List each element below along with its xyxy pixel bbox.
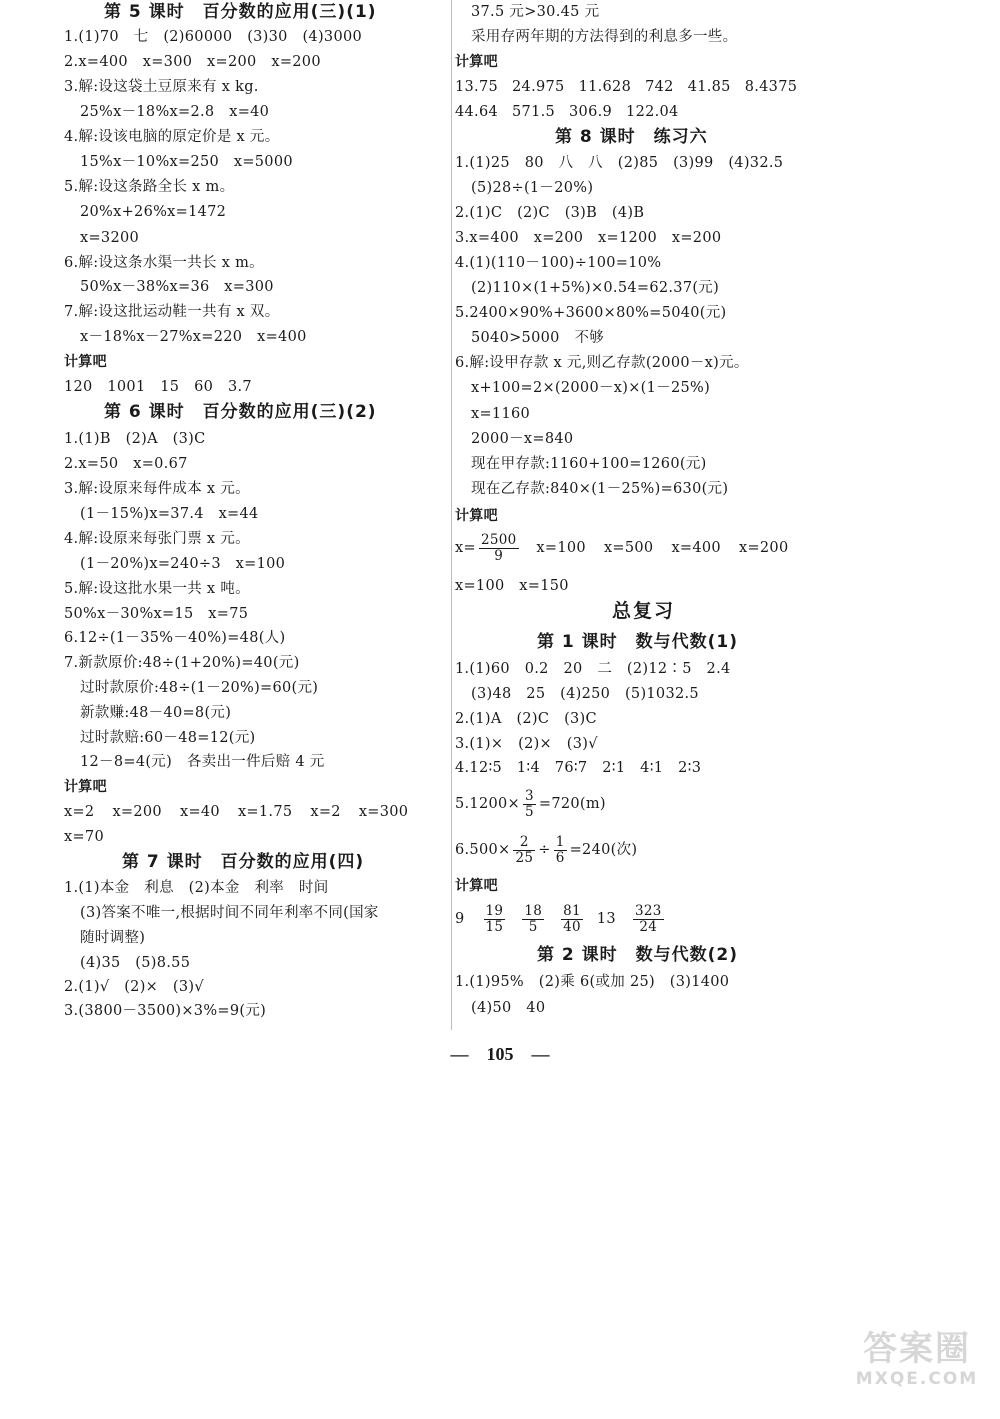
- calc-item: 306.9: [569, 104, 613, 120]
- column-divider: [451, 0, 452, 1030]
- calc-item: 13.75: [455, 79, 499, 95]
- answer-line: 4.(1)(110－100)÷100=10%: [455, 255, 662, 271]
- answer-line: 15%x－10%x=250 x=5000: [80, 154, 293, 170]
- calc-answers: x=100 x=150: [455, 578, 569, 594]
- answer-line: 6.500× $\frac{2}{25}$ ÷ $\frac{1}{6}$ =240(次): [455, 833, 638, 866]
- fraction: $\frac{3}{5}$: [525, 787, 534, 820]
- answer-line: 1.(1)60 0.2 20 二 (2)12∶5 2.4: [455, 661, 731, 677]
- answer-line: 新款赚:48－40=8(元): [80, 705, 232, 721]
- answer-line: (4)35 (5)8.55: [80, 955, 191, 971]
- calc-answers: [455, 77, 797, 97]
- answer-line: 2.x=50 x=0.67: [64, 456, 188, 472]
- fraction: $\frac{323}{24}$: [634, 902, 662, 935]
- fraction: $\frac{81}{40}$: [563, 902, 581, 935]
- calc-item: 24.975: [512, 79, 565, 95]
- fraction: $\frac{1}{6}$: [555, 833, 565, 866]
- calc-item: 122.04: [626, 104, 679, 120]
- calc-label: 计算吧: [455, 878, 498, 894]
- watermark-logo: [852, 1329, 982, 1399]
- answer-line: 3.(1)× (2)× (3)√: [455, 736, 598, 752]
- calc-item: 44.64: [455, 104, 499, 120]
- fraction: $\frac{18}{5}$: [524, 902, 543, 935]
- calc-answers: [455, 102, 679, 122]
- answer-line: 5.解:设这条路全长 x m。: [64, 179, 235, 195]
- answer-line: x=3200: [80, 230, 140, 246]
- answer-line: 过时款原价:48÷(1－20%)=60(元): [80, 680, 319, 696]
- watermark-url: MXQE.COM: [855, 1369, 979, 1389]
- answer-line: 7.新款原价:48÷(1+20%)=40(元): [64, 655, 300, 671]
- calc-item: x=400: [671, 540, 721, 556]
- answer-line: 过时款赔:60－48=12(元): [80, 730, 256, 746]
- calc-item: 41.85: [687, 79, 731, 95]
- answer-line: 6.解:设甲存款 x 元,则乙存款(2000－x)元。: [455, 355, 749, 371]
- section-title-review-2: 第 2 课时 数与代数(2): [537, 945, 739, 965]
- answer-line: x－18%x－27%x=220 x=400: [80, 329, 307, 345]
- calc-item: x=200: [112, 804, 162, 820]
- answer-line: 随时调整): [80, 930, 146, 946]
- answer-line: x+100=2×(2000－x)×(1－25%): [471, 380, 711, 396]
- answer-line: 37.5 元>30.45 元: [471, 4, 600, 20]
- calc-item: 571.5: [512, 104, 556, 120]
- calc-label: 计算吧: [64, 354, 107, 370]
- calc-item: x=: [455, 540, 476, 556]
- calc-label: 计算吧: [64, 779, 107, 795]
- answer-line: 3.解:设这袋土豆原来有 x kg.: [64, 79, 259, 95]
- answer-line: 1.(1)70 七 (2)60000 (3)30 (4)3000: [64, 29, 363, 45]
- answer-line: 4.解:设该电脑的原定价是 x 元。: [64, 129, 280, 145]
- answer-line: 2000－x=840: [471, 431, 574, 447]
- calc-item: x=2: [310, 804, 341, 820]
- fraction: $\frac{2}{25}$: [515, 833, 534, 866]
- answer-line: 4.解:设原来每张门票 x 元。: [64, 531, 250, 547]
- answer-line: 6.12÷(1－35%－40%)=48(人): [64, 630, 286, 646]
- answer-line: (4)50 40: [471, 1000, 546, 1016]
- section-title-lesson-8: 第 8 课时 练习六: [555, 127, 708, 147]
- section-title-lesson-7: 第 7 课时 百分数的应用(四): [122, 852, 365, 872]
- answer-line: 5.解:设这批水果一共 x 吨。: [64, 581, 250, 597]
- page-number: — 105 —: [450, 1044, 550, 1064]
- answer-line: 6.解:设这条水渠一共长 x m。: [64, 255, 264, 271]
- calc-answers: 9 $\frac{19}{15}$ $\frac{18}{5}$ $\frac{81}{40}$ 13 $\frac{323}{24}$: [455, 902, 662, 935]
- fraction: $\frac{19}{15}$: [485, 902, 504, 935]
- answer-line: 采用存两年期的方法得到的利息多一些。: [471, 29, 738, 45]
- answer-line: 5040>5000 不够: [471, 330, 605, 346]
- answer-line: (1－15%)x=37.4 x=44: [80, 506, 259, 522]
- section-title-lesson-5: 第 5 课时 百分数的应用(三)(1): [104, 2, 377, 22]
- answer-line: 5.2400×90%+3600×80%=5040(元): [455, 305, 727, 321]
- calc-answers: [455, 530, 788, 566]
- section-title-lesson-6: 第 6 课时 百分数的应用(三)(2): [104, 402, 377, 422]
- calc-item: 8.4375: [744, 79, 798, 95]
- answer-line: 2.(1)A (2)C (3)C: [455, 711, 597, 727]
- answer-line: 1.(1)本金 利息 (2)本金 利率 时间: [64, 880, 329, 896]
- answer-line: 2.(1)√ (2)× (3)√: [64, 979, 204, 995]
- answer-line: 2.x=400 x=300 x=200 x=200: [64, 54, 321, 70]
- calc-answers: x=70: [64, 829, 104, 845]
- answer-line: 现在乙存款:840×(1－25%)=630(元): [471, 481, 729, 497]
- answer-line: 25%x－18%x=2.8 x=40: [80, 104, 270, 120]
- calc-item: x=40: [179, 804, 220, 820]
- fraction: $\frac{2500}{9}$: [480, 531, 517, 564]
- answer-line: (3)48 25 (4)250 (5)1032.5: [471, 686, 699, 702]
- answer-line: (2)110×(1+5%)×0.54=62.37(元): [471, 280, 720, 296]
- answer-line: 5.1200× $\frac{3}{5}$ =720(m): [455, 787, 606, 820]
- answer-line: x=1160: [471, 406, 531, 422]
- answer-line: (1－20%)x=240÷3 x=100: [80, 556, 286, 572]
- answer-line: 50%x－30%x=15 x=75: [64, 606, 249, 622]
- answer-line: 4.12∶5 1∶4 76∶7 2∶1 4∶1 2∶3: [455, 760, 702, 776]
- answer-line: 3.x=400 x=200 x=1200 x=200: [455, 230, 722, 246]
- answer-line: 1.(1)B (2)A (3)C: [64, 431, 206, 447]
- calc-item: x=2: [64, 804, 95, 820]
- calc-item: x=200: [738, 540, 789, 556]
- answer-line: (3)答案不唯一,根据时间不同年利率不同(国家: [80, 905, 379, 921]
- answer-line: 12－8=4(元) 各卖出一件后赔 4 元: [80, 754, 325, 770]
- answer-line: 1.(1)25 80 八 八 (2)85 (3)99 (4)32.5: [455, 155, 784, 171]
- answer-line: 3.(3800－3500)×3%=9(元): [64, 1003, 267, 1019]
- answer-line: 现在甲存款:1160+100=1260(元): [471, 456, 707, 472]
- calc-item: 11.628: [578, 79, 632, 95]
- calc-item: 742: [645, 79, 674, 95]
- calc-label: 计算吧: [455, 54, 498, 70]
- answer-line: 1.(1)95% (2)乘 6(或加 25) (3)1400: [455, 974, 730, 990]
- calc-item: x=100: [536, 540, 586, 556]
- watermark-title: 答案圈: [863, 1329, 971, 1369]
- review-heading: 总复习: [612, 600, 676, 622]
- calc-label: 计算吧: [455, 508, 498, 524]
- calc-item: x=500: [603, 540, 654, 556]
- calc-answers: [64, 802, 408, 822]
- calc-item: x=1.75: [237, 804, 293, 820]
- answer-line: (5)28÷(1－20%): [471, 180, 594, 196]
- answer-line: 2.(1)C (2)C (3)B (4)B: [455, 205, 645, 221]
- calc-item: x=300: [358, 804, 409, 820]
- answer-line: 7.解:设这批运动鞋一共有 x 双。: [64, 304, 280, 320]
- answer-line: 20%x+26%x=1472: [80, 204, 227, 220]
- section-title-review-1: 第 1 课时 数与代数(1): [537, 632, 739, 652]
- answer-line: 50%x－38%x=36 x=300: [80, 279, 274, 295]
- answer-line: 3.解:设原来每件成本 x 元。: [64, 481, 250, 497]
- calc-answers: 120 1001 15 60 3.7: [64, 379, 252, 395]
